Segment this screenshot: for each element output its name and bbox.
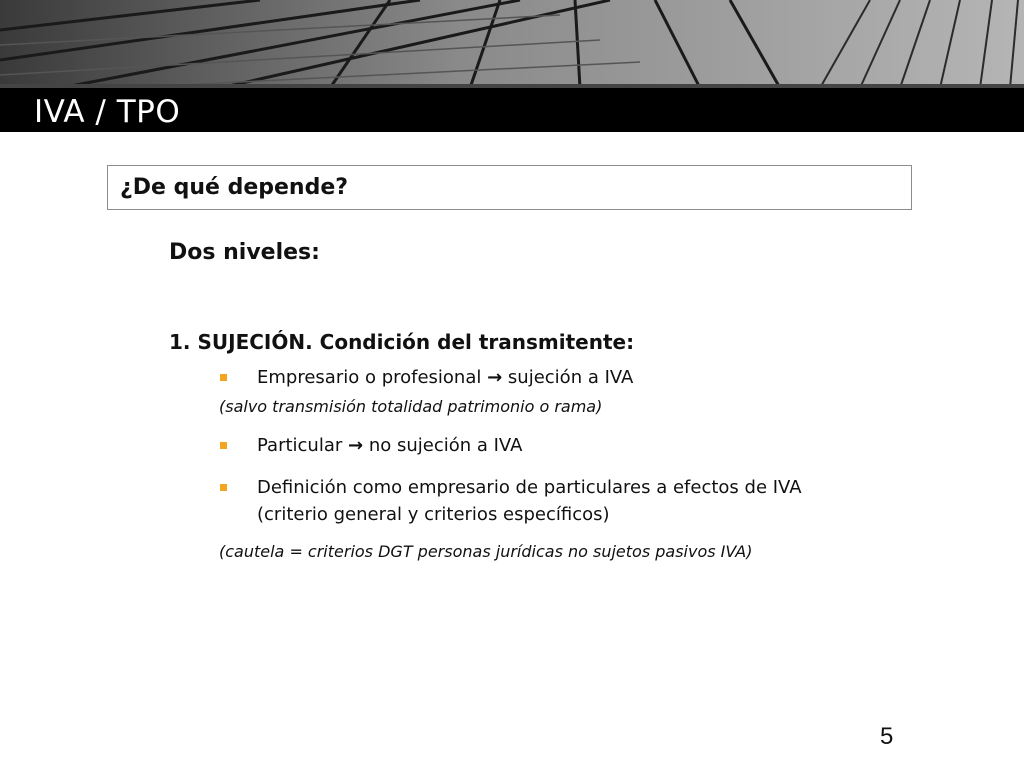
question-text: ¿De qué depende? [120,175,349,200]
bullet-item-definicion [220,474,802,528]
levels-heading: Dos niveles: [169,240,320,265]
bullet-text: Definición como empresario de particulares a efectos de IVA (criterio general y criterios específicos) [257,477,802,525]
page-number: 5 [880,723,894,750]
section-heading: 1. SUJECIÓN. Condición del transmitente: [169,330,635,354]
bullet-square-icon [220,374,227,381]
bullet-item-empresario [220,364,633,391]
bullet-text: Empresario o profesional → sujeción a IVA [257,367,634,388]
arrow-right-icon: → [348,435,364,456]
question-box [107,165,912,210]
note-cautela: (cautela = criterios DGT personas jurídicas no sujetos pasivos IVA) [219,542,753,561]
slide-title: IVA / TPO [34,94,181,130]
bullet-square-icon [220,442,227,449]
bullet-square-icon [220,484,227,491]
note-salvo: (salvo transmisión totalidad patrimonio o rama) [219,397,603,416]
bullet-text: Particular → no sujeción a IVA [257,435,523,456]
arrow-right-icon: → [487,367,503,388]
bullet-item-particular [220,432,522,459]
